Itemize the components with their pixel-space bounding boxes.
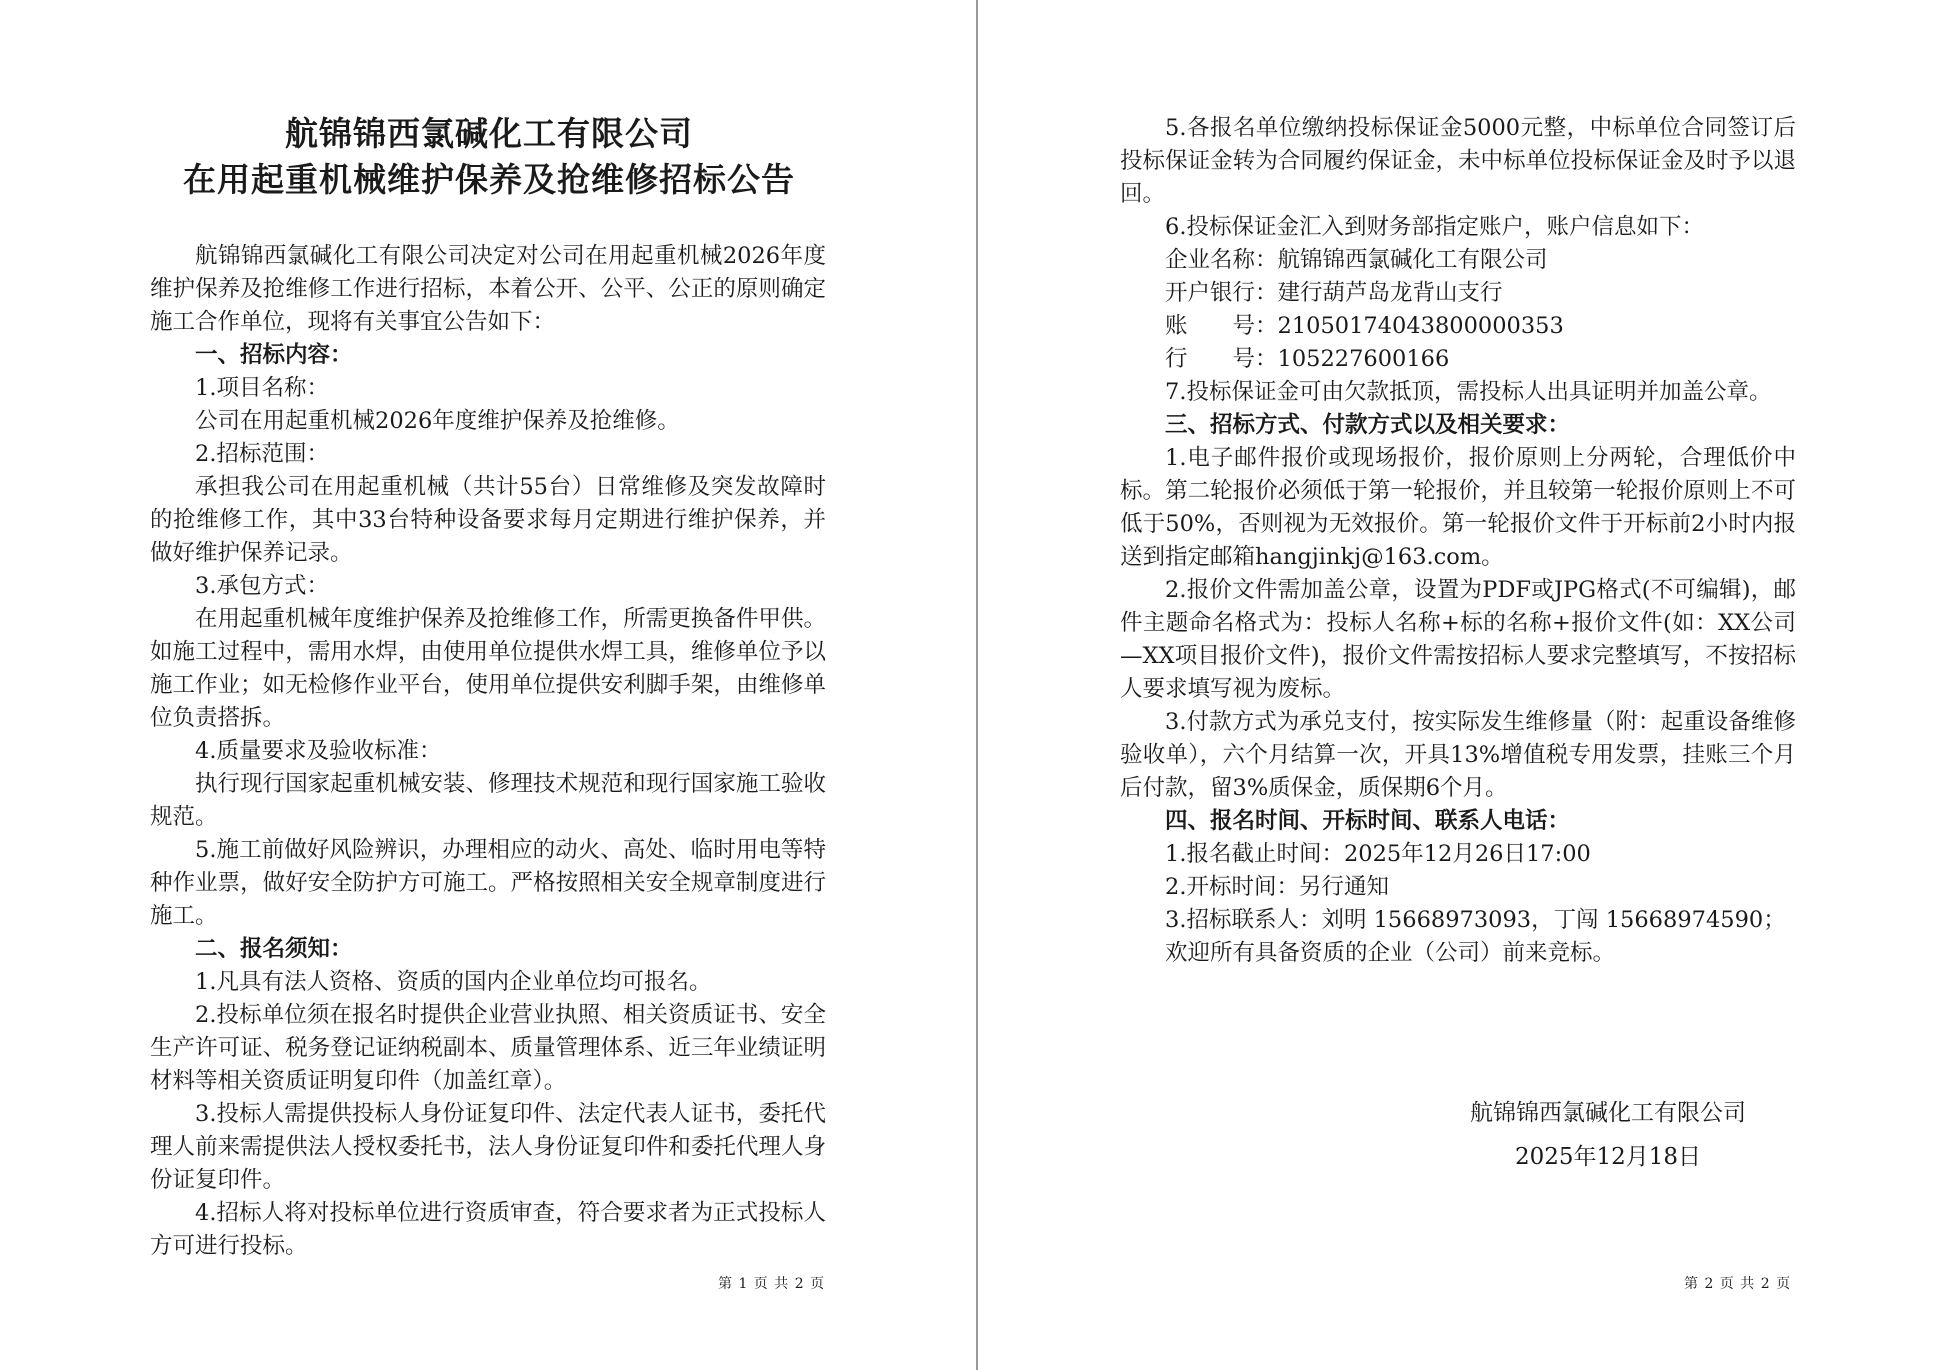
item-text: 1.凡具有法人资格、资质的国内企业单位均可报名。	[195, 969, 712, 995]
item-text: 3.投标人需提供投标人身份证复印件、法定代表人证书，委托代理人前来需提供法人授权委托书，法人身份证复印件和委托代理人身份证复印件。	[150, 1101, 826, 1193]
item-text: 6.投标保证金汇入到财务部指定账户，账户信息如下：	[1165, 214, 1704, 240]
item-label: 4.质量要求及验收标准：	[195, 738, 442, 764]
item-text: 2.报价文件需加盖公章，设置为PDF或JPG格式(不可编辑)，邮件主题命名格式为：投标人名称+标的名称+报价文件(如：XX公司—XX项目报价文件)，报价文件需按招标人要求完整填写，不按招标人要求填写视为废标。	[1120, 577, 1796, 702]
item-text: 3.付款方式为承兑支付，按实际发生维修量（附：起重设备维修验收单），六个月结算一次，开具13%增值税专用发票，挂账三个月后付款，留3%质保金，质保期6个月。	[1120, 709, 1796, 801]
account-number: 账 号：21050174043800000353	[1165, 313, 1564, 339]
item-text: 执行现行国家起重机械安装、修理技术规范和现行国家施工验收规范。	[150, 771, 826, 830]
intro-paragraph: 航锦锦西氯碱化工有限公司决定对公司在用起重机械2026年度维护保养及抢维修工作进行招标，本着公开、公平、公正的原则确定施工合作单位，现将有关事宜公告如下：	[150, 243, 826, 335]
document-page-2	[978, 0, 1938, 1370]
item-text: 在用起重机械年度维护保养及抢维修工作，所需更换备件甲供。如施工过程中，需用水焊，由使用单位提供水焊工具，维修单位予以施工作业；如无检修作业平台，使用单位提供安利脚手架，由维修单位负责搭拆。	[150, 606, 826, 731]
item-text: 3.招标联系人：刘明 15668973093，丁闯 15668974590；	[1165, 907, 1786, 933]
page2-body	[1120, 112, 1796, 970]
account-company-name: 企业名称：航锦锦西氯碱化工有限公司	[1165, 247, 1548, 273]
page-number-footer: 第 2 页 共 2 页	[1684, 1276, 1792, 1292]
item-label: 1.项目名称：	[195, 375, 329, 401]
document-title-line2: 在用起重机械维护保养及抢维修招标公告	[183, 160, 795, 199]
item-text: 承担我公司在用起重机械（共计55台）日常维修及突发故障时的抢维修工作，其中33台特种设备要求每月定期进行维护保养，并做好维护保养记录。	[150, 474, 826, 566]
item-label: 3.承包方式：	[195, 573, 329, 599]
item-text: 1.电子邮件报价或现场报价，报价原则上分两轮，合理低价中标。第二轮报价必须低于第一轮报价，并且较第一轮报价原则上不可低于50%，否则视为无效报价。第一轮报价文件于开标前2小时内报送到指定邮箱hangjinkj@163.com。	[1120, 445, 1796, 570]
item-text: 5.各报名单位缴纳投标保证金5000元整，中标单位合同签订后投标保证金转为合同履约保证金，未中标单位投标保证金及时予以退回。	[1120, 115, 1796, 207]
item-label: 2.招标范围：	[195, 441, 329, 467]
item-text: 公司在用起重机械2026年度维护保养及抢维修。	[195, 408, 680, 434]
account-bank-code: 行 号：105227600166	[1165, 346, 1450, 372]
section-heading-2: 二、报名须知：	[195, 936, 353, 962]
item-text: 5.施工前做好风险辨识，办理相应的动火、高处、临时用电等特种作业票，做好安全防护方可施工。严格按照相关安全规章制度进行施工。	[150, 837, 826, 929]
section-heading-1: 一、招标内容：	[195, 342, 353, 368]
item-text: 4.招标人将对投标单位进行资质审查，符合要求者为正式投标人方可进行投标。	[150, 1200, 826, 1259]
item-text: 7.投标保证金可由欠款抵顶，需投标人出具证明并加盖公章。	[1165, 379, 1772, 405]
signature-date: 2025年12月18日	[1514, 1144, 1702, 1170]
page-number-footer: 第 1 页 共 2 页	[718, 1276, 826, 1292]
item-text: 2.开标时间：另行通知	[1165, 874, 1389, 900]
item-text: 1.报名截止时间：2025年12月26日17:00	[1165, 841, 1591, 867]
account-bank: 开户银行：建行葫芦岛龙背山支行	[1165, 280, 1503, 306]
section-heading-4: 四、报名时间、开标时间、联系人电话：	[1165, 808, 1571, 834]
signature-company: 航锦锦西氯碱化工有限公司	[1470, 1100, 1746, 1126]
page1-body	[150, 240, 826, 1263]
closing-text: 欢迎所有具备资质的企业（公司）前来竞标。	[1165, 940, 1616, 966]
document-title-line1: 航锦锦西氯碱化工有限公司	[285, 114, 693, 153]
section-heading-3: 三、招标方式、付款方式以及相关要求：	[1165, 412, 1571, 438]
item-text: 2.投标单位须在报名时提供企业营业执照、相关资质证书、安全生产许可证、税务登记证纳税副本、质量管理体系、近三年业绩证明材料等相关资质证明复印件（加盖红章）。	[150, 1002, 826, 1094]
